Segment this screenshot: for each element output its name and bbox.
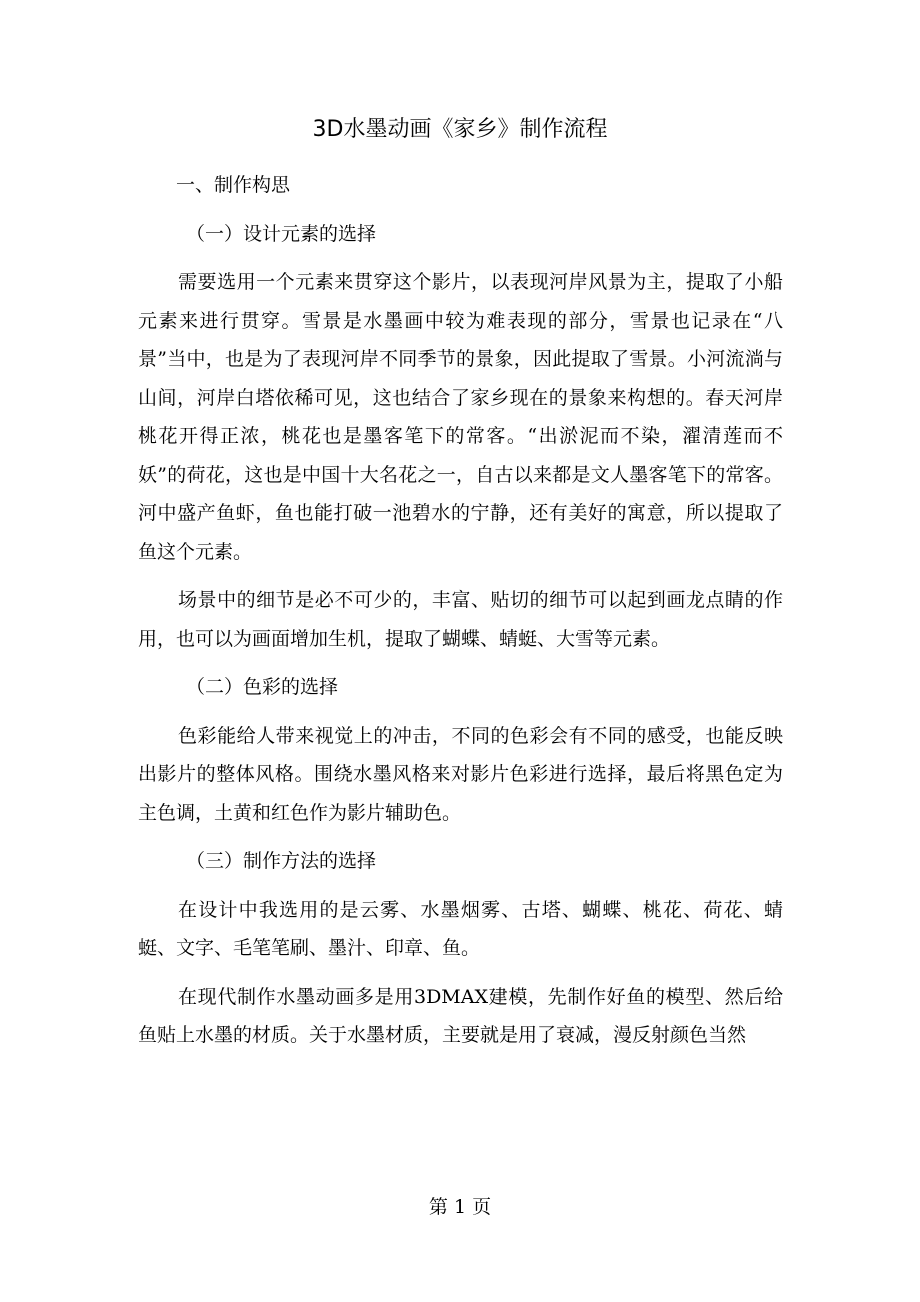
paragraph: 色彩能给人带来视觉上的冲击，不同的色彩会有不同的感受，也能反映出影片的整体风格。围绕水墨风格来对影片色彩进行选择，最后将黑色定为主色调，土黄和红色作为影片辅助色。: [138, 724, 783, 824]
paragraph: 在现代制作水墨动画多是用3DMAX建模，先制作好鱼的模型、然后给鱼贴上水墨的材质。关于水墨材质，主要就是用了衰减，漫反射颜色当然: [138, 985, 783, 1046]
page-number: 第 1 页: [428, 1196, 492, 1218]
document-title: 3D水墨动画《家乡》制作流程: [312, 117, 608, 142]
section-heading: 一、制作构思: [176, 174, 291, 196]
paragraph: 场景中的细节是必不可少的，丰富、贴切的细节可以起到画龙点睛的作用，也可以为画面增加生机，提取了蝴蝶、蜻蜓、大雪等元素。: [138, 589, 783, 650]
paragraph: 在设计中我选用的是云雾、水墨烟雾、古塔、蝴蝶、桃花、荷花、蜻蜓、文字、毛笔笔刷、墨汁、印章、鱼。: [138, 898, 783, 959]
paragraph: 需要选用一个元素来贯穿这个影片，以表现河岸风景为主，提取了小船元素来进行贯穿。雪景是水墨画中较为难表现的部分，雪景也记录在“八景”当中，也是为了表现河岸不同季节的景象，因此提取了雪景。小河流淌与山间，河岸白塔依稀可见，这也结合了家乡现在的景象来构想的。春天河岸桃花开得正浓，桃花也是墨客笔下的常客。“出淤泥而不染，濯清莲而不妖”的荷花，这也是中国十大名花之一，自古以来都是文人墨客笔下的常客。河中盛产鱼虾，鱼也能打破一池碧水的宁静，还有美好的寓意，所以提取了鱼这个元素。: [138, 271, 783, 563]
subsection-heading: （一）设计元素的选择: [186, 222, 377, 245]
document-body: [138, 166, 783, 1065]
subsection-heading: （三）制作方法的选择: [186, 850, 377, 872]
subsection-heading: （二）色彩的选择: [186, 676, 339, 698]
